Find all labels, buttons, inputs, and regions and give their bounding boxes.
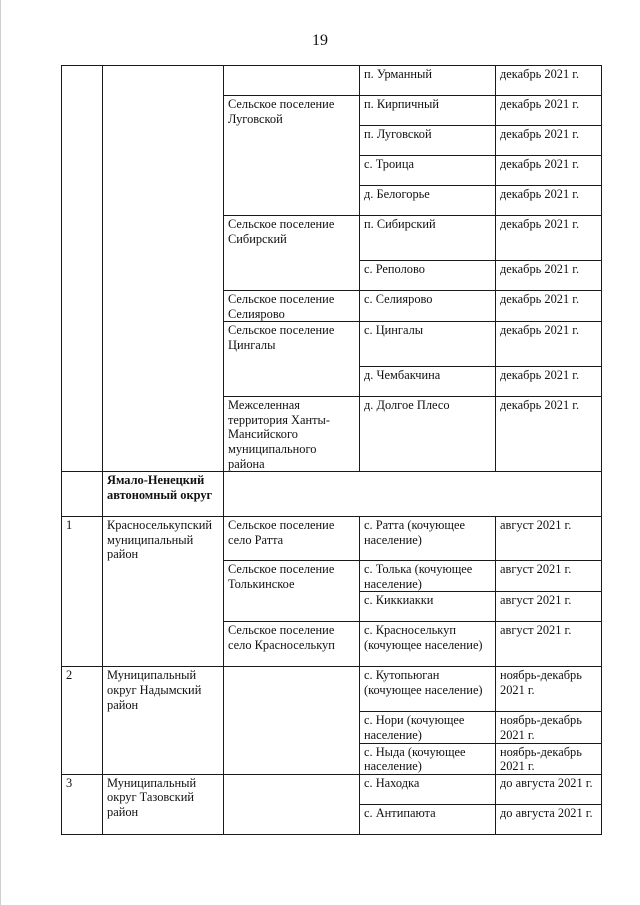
settlement-cell: д. Чембакчина — [360, 367, 496, 397]
settlement-cell: с. Ратта (кочующее население) — [360, 517, 496, 561]
district-cell: Красноселькупский муниципальный район — [103, 517, 224, 667]
date-cell: декабрь 2021 г. — [496, 126, 602, 156]
date-cell: декабрь 2021 г. — [496, 291, 602, 322]
municipality-cell: Межселенная территория Ханты-Мансийского муниципального района — [224, 397, 360, 472]
settlement-cell: с. Реполово — [360, 261, 496, 291]
region-row — [62, 472, 602, 517]
settlement-cell: с. Толька (кочующее население) — [360, 561, 496, 592]
region-title: Ямало-Ненецкий автономный округ — [103, 472, 224, 517]
number-cell: 2 — [62, 667, 103, 774]
date-cell: август 2021 г. — [496, 622, 602, 667]
settlement-cell: с. Цингалы — [360, 322, 496, 367]
settlement-cell: с. Кутопьюган (кочующее население) — [360, 667, 496, 712]
settlement-cell: с. Киккиакки — [360, 592, 496, 622]
date-cell: до августа 2021 г. — [496, 804, 602, 834]
municipality-cell: Сельское поселение Сибирский — [224, 216, 360, 291]
date-cell: декабрь 2021 г. — [496, 216, 602, 261]
region-empty-cell — [224, 472, 602, 517]
date-cell: декабрь 2021 г. — [496, 186, 602, 216]
settlement-cell: с. Антипаюта — [360, 804, 496, 834]
settlement-cell: с. Находка — [360, 774, 496, 804]
table-row — [62, 517, 602, 561]
district-cell: Муниципальный округ Тазовский район — [103, 774, 224, 834]
table-row — [62, 667, 602, 712]
table-row — [62, 66, 602, 96]
date-cell: декабрь 2021 г. — [496, 261, 602, 291]
date-cell: декабрь 2021 г. — [496, 397, 602, 472]
municipality-cell: Сельское поселение Цингалы — [224, 322, 360, 397]
municipality-cell: Сельское поселение село Ратта — [224, 517, 360, 561]
scan-edge — [0, 0, 1, 905]
date-cell: декабрь 2021 г. — [496, 66, 602, 96]
date-cell: до августа 2021 г. — [496, 774, 602, 804]
number-cell: 3 — [62, 774, 103, 834]
settlement-cell: с. Красноселькуп (кочующее население) — [360, 622, 496, 667]
municipality-cell — [224, 667, 360, 774]
date-cell: ноябрь-декабрь 2021 г. — [496, 743, 602, 774]
settlement-cell: п. Сибирский — [360, 216, 496, 261]
settlement-cell: д. Белогорье — [360, 186, 496, 216]
district-cell: Муниципальный округ Надымский район — [103, 667, 224, 774]
settlement-cell: п. Луговской — [360, 126, 496, 156]
date-cell: ноябрь-декабрь 2021 г. — [496, 712, 602, 743]
date-cell: декабрь 2021 г. — [496, 96, 602, 126]
number-cell — [62, 66, 103, 472]
date-cell: август 2021 г. — [496, 561, 602, 592]
municipality-cell — [224, 66, 360, 96]
date-cell: декабрь 2021 г. — [496, 156, 602, 186]
municipality-cell: Сельское поселение Селиярово — [224, 291, 360, 322]
date-cell: декабрь 2021 г. — [496, 367, 602, 397]
municipality-cell — [224, 774, 360, 834]
settlement-cell: с. Ныда (кочующее население) — [360, 743, 496, 774]
number-cell: 1 — [62, 517, 103, 667]
date-cell: декабрь 2021 г. — [496, 322, 602, 367]
settlement-cell: п. Урманный — [360, 66, 496, 96]
settlement-cell: п. Кирпичный — [360, 96, 496, 126]
settlement-cell: с. Селиярово — [360, 291, 496, 322]
date-cell: август 2021 г. — [496, 592, 602, 622]
municipality-cell: Сельское поселение Толькинское — [224, 561, 360, 622]
page-number: 19 — [312, 32, 328, 49]
municipality-cell: Сельское поселение Луговской — [224, 96, 360, 216]
date-cell: ноябрь-декабрь 2021 г. — [496, 667, 602, 712]
number-cell — [62, 472, 103, 517]
settlements-table — [61, 65, 602, 835]
settlement-cell: с. Нори (кочующее население) — [360, 712, 496, 743]
date-cell: август 2021 г. — [496, 517, 602, 561]
settlement-cell: с. Троица — [360, 156, 496, 186]
table-row — [62, 774, 602, 804]
district-cell — [103, 66, 224, 472]
settlement-cell: д. Долгое Плесо — [360, 397, 496, 472]
municipality-cell: Сельское поселение село Красноселькуп — [224, 622, 360, 667]
